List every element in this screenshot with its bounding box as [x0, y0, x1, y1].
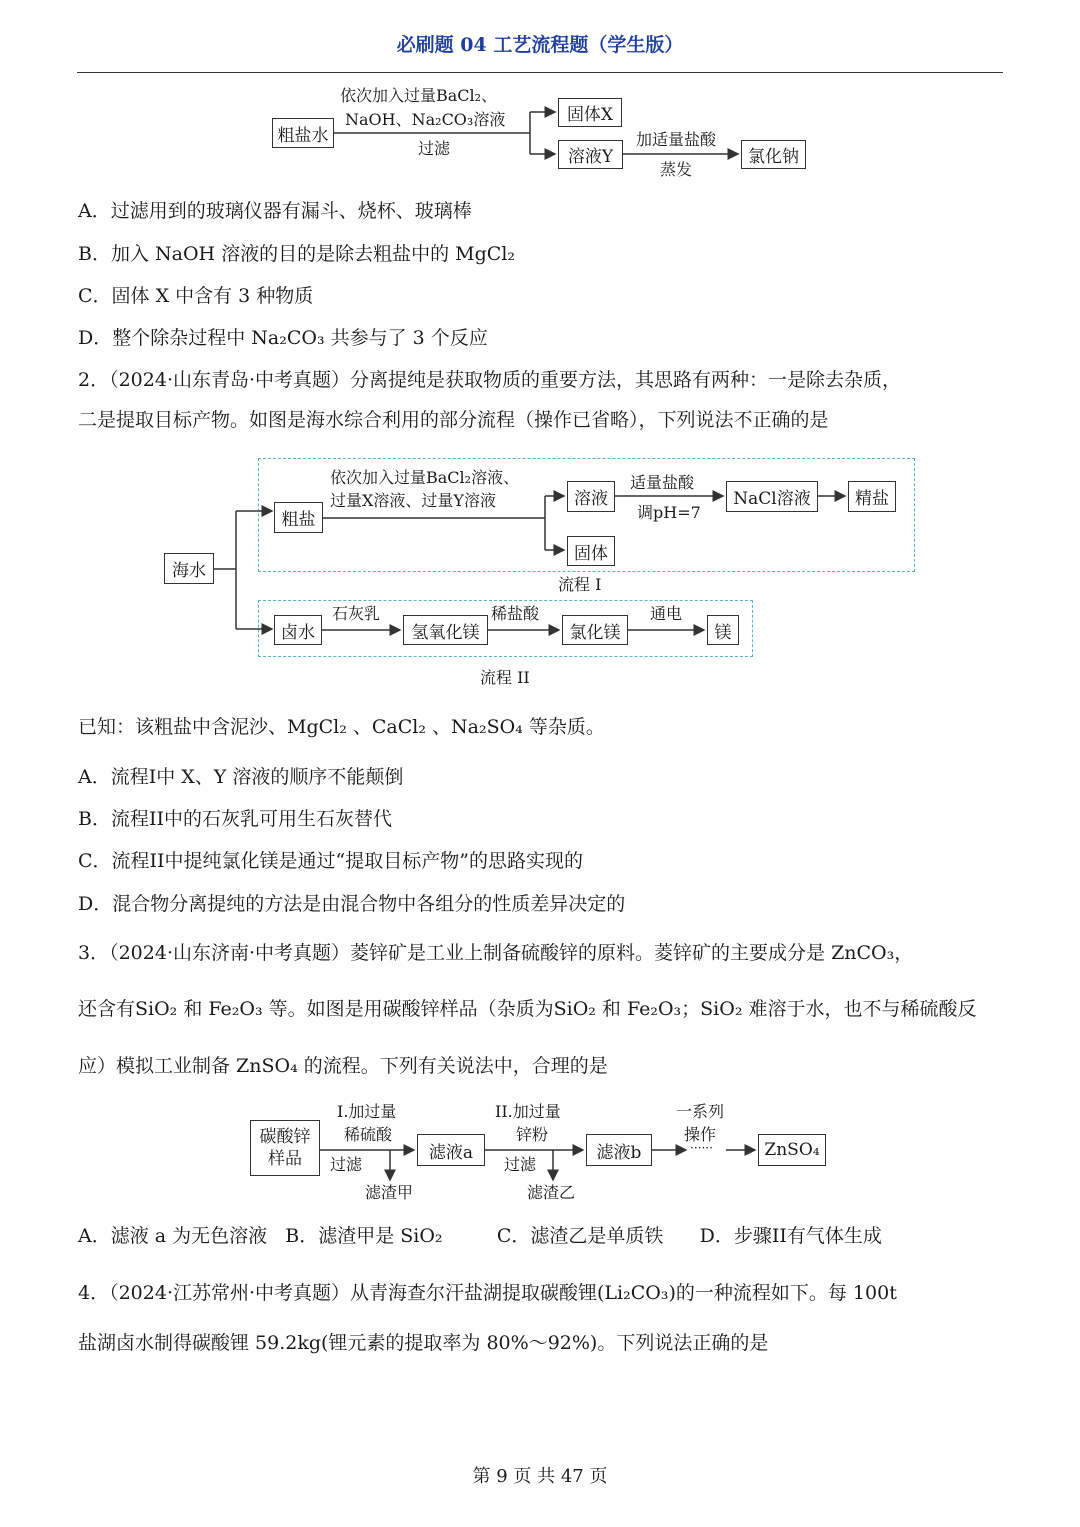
fig1-evap-label: 蒸发 [660, 160, 693, 179]
flow2-caption: 流程 II [480, 668, 530, 687]
page-title: 必刷题 04 工艺流程题（学生版） [396, 34, 684, 56]
box-crude-salt: 粗盐 [274, 502, 323, 533]
q2-stem-line2: 二是提取目标产物。如图是海水综合利用的部分流程（操作已省略），下列说法不正确的是 [78, 409, 829, 431]
fig1-reagent-line2: NaOH、Na₂CO₃溶液 [345, 110, 506, 129]
box-seawater: 海水 [164, 553, 214, 584]
sample-label-line2: 样品 [268, 1149, 302, 1169]
fig3-step2-line1: II.加过量 [495, 1102, 561, 1121]
fig2-reagent-line1: 依次加入过量BaCl₂溶液、 [330, 468, 520, 487]
fig3-dots: ······ [690, 1141, 713, 1155]
q3-stem-line1: 3．（2024·山东济南·中考真题）菱锌矿是工业上制备硫酸锌的原料。菱锌矿的主要成分是 ZnCO₃， [78, 942, 914, 964]
fig1-acid-label: 加适量盐酸 [636, 130, 717, 149]
q2-option-a: A．流程I中 X、Y 溶液的顺序不能颠倒 [78, 766, 404, 788]
fig2-acid-label: 适量盐酸 [630, 473, 695, 492]
q2-stem-line1: 2．（2024·山东青岛·中考真题）分离提纯是获取物质的重要方法，其思路有两种：一是除去杂质， [78, 369, 902, 391]
q1-option-d: D．整个除杂过程中 Na₂CO₃ 共参与了 3 个反应 [78, 327, 488, 349]
fig3-residue-a: 滤渣甲 [365, 1183, 414, 1202]
box-nacl-solution: NaCl溶液 [726, 481, 818, 512]
q4-stem-line1: 4．（2024·江苏常州·中考真题）从青海查尔汗盐湖提取碳酸锂(Li₂CO₃)的一种流程如下。每 100t [78, 1282, 897, 1304]
fig2-dilute-hcl-label: 稀盐酸 [491, 604, 540, 623]
flow1-caption: 流程 I [558, 575, 602, 594]
box-crude-brine: 粗盐水 [272, 118, 334, 148]
fig1-reagent-line1: 依次加入过量BaCl₂、 [340, 86, 498, 105]
box-solution-y: 溶液Y [558, 140, 623, 169]
fig3-series-line1: 一系列 [676, 1102, 725, 1121]
fig2-electrify-label: 通电 [650, 604, 683, 623]
q3-stem-line2: 还含有SiO₂ 和 Fe₂O₃ 等。如图是用碳酸锌样品（杂质为SiO₂ 和 Fe₂O₃；SiO₂ 难溶于水，也不与稀硫酸反 [78, 998, 977, 1020]
q2-known-info: 已知：该粗盐中含泥沙、MgCl₂ 、CaCl₂ 、Na₂SO₄ 等杂质。 [78, 716, 605, 738]
fig3-residue-b: 滤渣乙 [527, 1183, 576, 1202]
fig2-lime-milk-label: 石灰乳 [332, 604, 381, 623]
box-magnesium: 镁 [707, 615, 739, 645]
box-solid: 固体 [567, 536, 615, 566]
box-fine-salt: 精盐 [848, 481, 896, 512]
box-zinc-sulfate: ZnSO₄ [758, 1134, 826, 1166]
fig3-step2-line2: 锌粉 [516, 1125, 549, 1144]
q2-option-c: C．流程II中提纯氯化镁是通过“提取目标产物”的思路实现的 [78, 850, 583, 872]
fig3-step1-line1: I.加过量 [337, 1102, 397, 1121]
fig3-step1-line2: 稀硫酸 [344, 1125, 393, 1144]
q1-option-c: C．固体 X 中含有 3 种物质 [78, 285, 314, 307]
q2-option-d: D．混合物分离提纯的方法是由混合物中各组分的性质差异决定的 [78, 893, 626, 915]
box-zinc-carbonate-sample [250, 1120, 320, 1176]
fig3-series-line2: 操作 [684, 1125, 717, 1144]
box-magnesium-hydroxide: 氢氧化镁 [403, 615, 488, 645]
fig3-filter2-label: 过滤 [504, 1155, 537, 1174]
box-brine: 卤水 [274, 615, 322, 645]
fig2-reagent-line2: 过量X溶液、过量Y溶液 [330, 491, 496, 510]
q1-option-b: B．加入 NaOH 溶液的目的是除去粗盐中的 MgCl₂ [78, 243, 516, 265]
fig3-filter1-label: 过滤 [330, 1155, 363, 1174]
q1-option-a: A．过滤用到的玻璃仪器有漏斗、烧杯、玻璃棒 [78, 200, 472, 222]
box-solid-x: 固体X [558, 98, 622, 127]
q4-stem-line2: 盐湖卤水制得碳酸锂 59.2kg(锂元素的提取率为 80%～92%)。下列说法正确的是 [78, 1332, 769, 1354]
q2-option-b: B．流程II中的石灰乳可用生石灰替代 [78, 808, 392, 830]
box-sodium-chloride: 氯化钠 [741, 140, 806, 169]
fig2-ph-label: 调pH=7 [637, 503, 701, 522]
box-solution: 溶液 [567, 481, 615, 512]
sample-label-line1: 碳酸锌 [259, 1126, 311, 1147]
page-number: 第 9 页 共 47 页 [472, 1466, 608, 1487]
fig1-op-filter: 过滤 [418, 139, 451, 158]
box-filtrate-b: 滤液b [586, 1134, 652, 1166]
box-filtrate-a: 滤液a [417, 1134, 485, 1166]
q3-options: A．滤液 a 为无色溶液 B．滤渣甲是 SiO₂ C．滤渣乙是单质铁 D．步骤II有气体生成 [78, 1225, 882, 1247]
box-magnesium-chloride: 氯化镁 [562, 615, 628, 645]
q3-stem-line3: 应）模拟工业制备 ZnSO₄ 的流程。下列有关说法中，合理的是 [78, 1055, 608, 1077]
